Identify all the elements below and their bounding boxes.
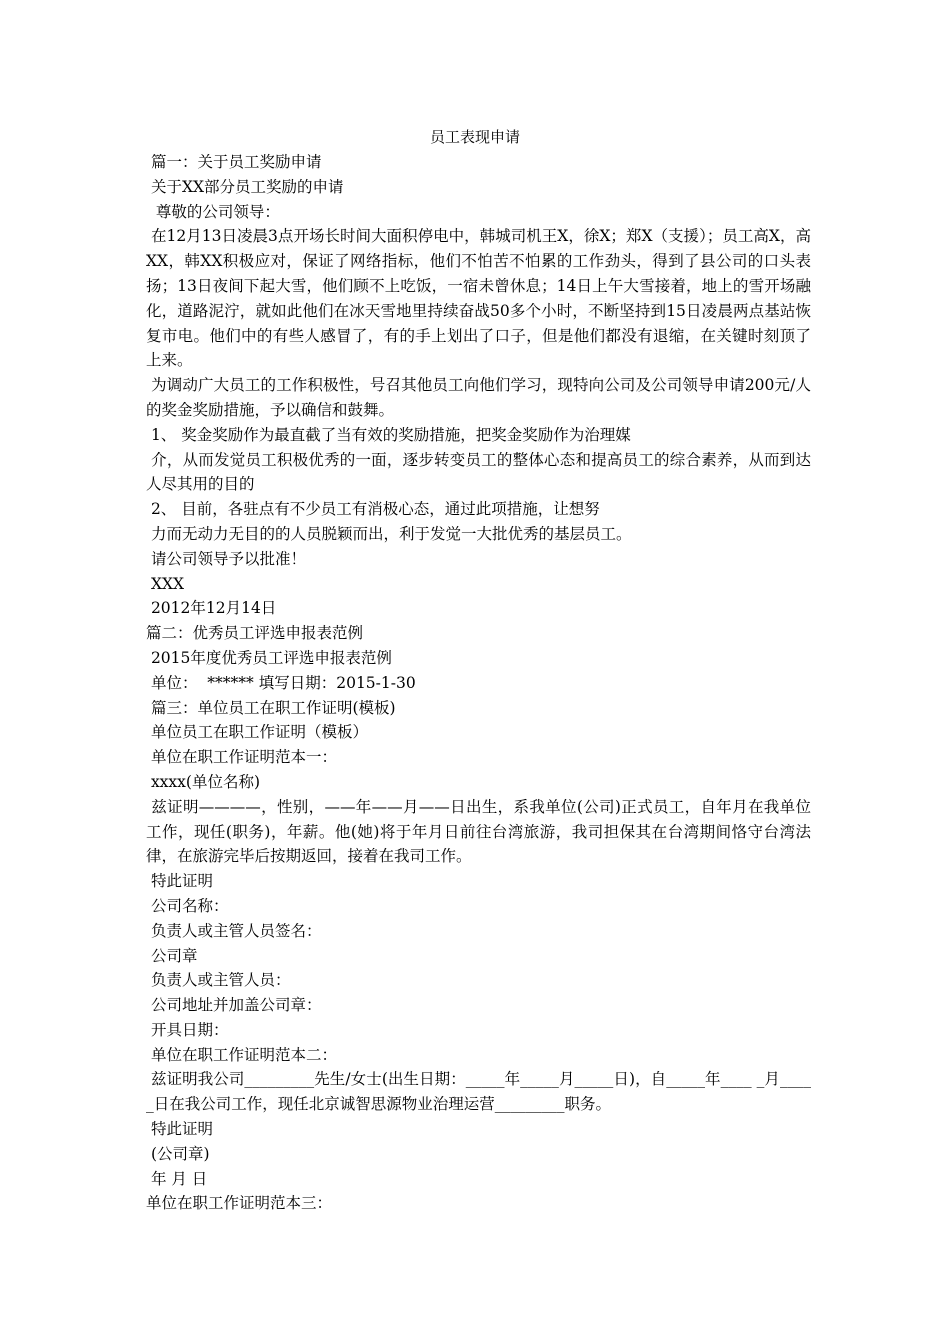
paragraph: 请公司领导予以批准！ bbox=[146, 549, 306, 568]
paragraph: 特此证明 bbox=[146, 1120, 213, 1139]
document-title: 员工表现申请 bbox=[429, 128, 520, 146]
paragraph: 开具日期： bbox=[146, 1020, 229, 1039]
paragraph: 特此证明 bbox=[146, 872, 213, 891]
document-body bbox=[146, 150, 811, 1216]
paragraph: 负责人或主管人员签名： bbox=[146, 921, 322, 940]
paragraph: 负责人或主管人员： bbox=[146, 971, 291, 990]
paragraph: 篇二：优秀员工评选申报表范例 bbox=[146, 624, 364, 643]
paragraph: 篇一：关于员工奖励申请 bbox=[146, 153, 322, 171]
paragraph: 篇三：单位员工在职工作证明(模板) bbox=[146, 698, 396, 717]
paragraph: 介，从而发觉员工积极优秀的一面，逐步转变员工的整体心态和提高员工的综合素养，从而到达人尽其用的目的 bbox=[146, 450, 811, 494]
paragraph: 在12月13日凌晨3点开场长时间大面积停电中，韩城司机王X，徐X；郑X（支援）；员工高X，高XX，韩XX积极应对，保证了网络指标，他们不怕苦不怕累的工作劲头，得到了县公司的口头表扬；13日夜间下起大雪，他们顾不上吃饭，一宿未曾休息；14日上午大雪接着，地上的雪开场融化，道路泥泞，就如此他们在冰天雪地里持续奋战50多个小时，不断坚持到15日凌晨两点基站恢复市电。他们中的有些人感冒了，有的手上划出了口子，但是他们都没有退缩，在关键时刻顶了上来。 bbox=[146, 227, 811, 370]
paragraph: 单位： ****** 填写日期：2015-1-30 bbox=[146, 673, 416, 692]
paragraph: 兹证明————，性别，——年——月——日出生，系我单位(公司)正式员工，自年月在我单位工作，现任(职务)，年薪。他(她)将于年月日前往台湾旅游，我司担保其在台湾期间恪守台湾法律，在旅游完毕后按期返回，接着在我司工作。 bbox=[146, 797, 811, 866]
paragraph: 单位在职工作证明范本一： bbox=[146, 748, 337, 767]
paragraph: 尊敬的公司领导： bbox=[146, 202, 280, 221]
paragraph: 2012年12月14日 bbox=[146, 599, 277, 618]
paragraph: 兹证明我公司_________先生/女士(出生日期：_____年_____月_____日)，自_____年____ _月_____日在我公司工作，现任北京诚智思源物业治理运营_________职务。 bbox=[146, 1070, 811, 1114]
paragraph: 单位员工在职工作证明（模板） bbox=[146, 723, 368, 742]
paragraph: 单位在职工作证明范本三： bbox=[146, 1194, 333, 1213]
paragraph: 力而无动力无目的的人员脱颖而出，利于发觉一大批优秀的基层员工。 bbox=[146, 524, 632, 543]
paragraph: 2015年度优秀员工评选申报表范例 bbox=[146, 648, 392, 667]
paragraph: 为调动广大员工的工作积极性，号召其他员工向他们学习，现特向公司及公司领导申请200元/人的奖金奖励措施，予以确信和鼓舞。 bbox=[146, 376, 811, 419]
paragraph: 年 月 日 bbox=[146, 1169, 208, 1188]
paragraph: 1、 奖金奖励作为最直截了当有效的奖励措施，把奖金奖励作为治理媒 bbox=[146, 425, 631, 444]
paragraph: XXX bbox=[146, 574, 185, 593]
paragraph: 公司地址并加盖公司章： bbox=[146, 996, 322, 1015]
paragraph: 2、 目前，各驻点有不少员工有消极心态，通过此项措施，让想努 bbox=[146, 500, 600, 519]
paragraph: 单位在职工作证明范本二： bbox=[146, 1045, 337, 1064]
paragraph: 关于XX部分员工奖励的申请 bbox=[146, 177, 344, 196]
paragraph: 公司章 bbox=[146, 946, 198, 965]
paragraph: (公司章) bbox=[146, 1144, 210, 1163]
paragraph: xxxx(单位名称) bbox=[146, 772, 260, 791]
paragraph: 公司名称： bbox=[146, 896, 229, 915]
